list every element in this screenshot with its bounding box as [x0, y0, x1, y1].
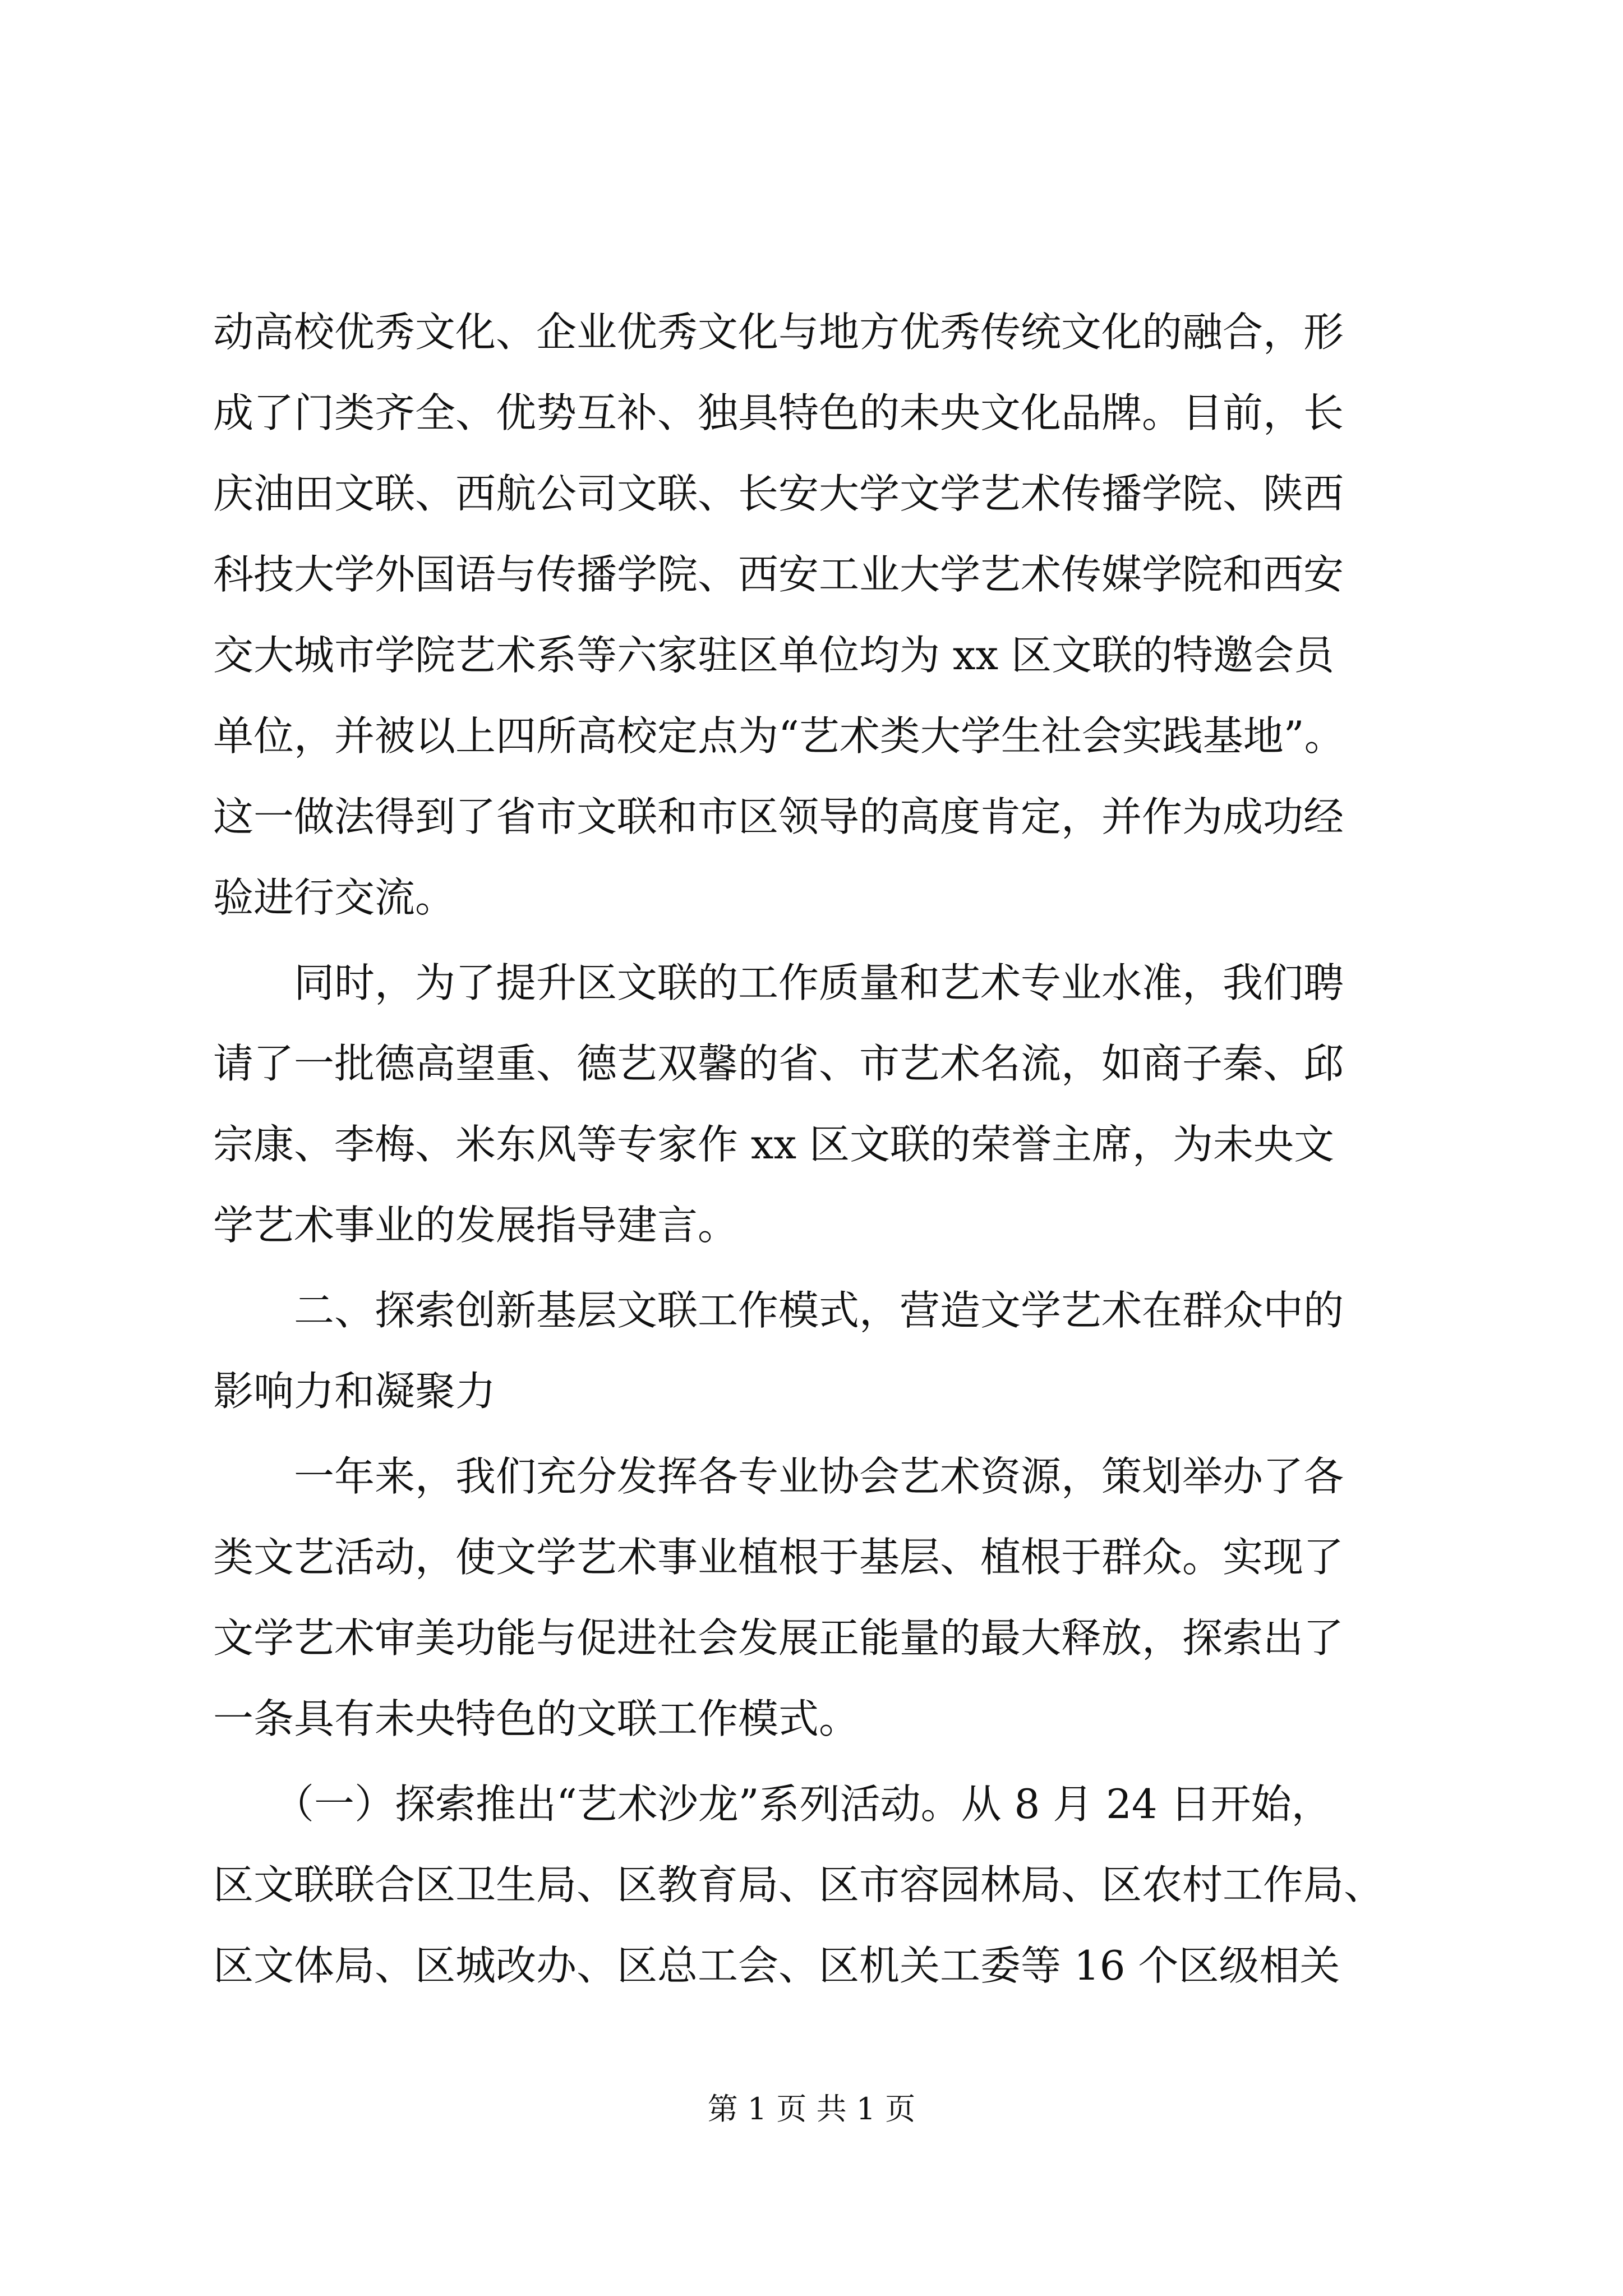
text-line: 学艺术事业的发展指导建言。: [213, 1202, 739, 1249]
text-line: 请了一批德高望重、德艺双馨的省、市艺术名流，如商子秦、邱: [213, 1040, 1344, 1087]
text-line: 验进行交流。: [213, 874, 456, 921]
page-footer: [0, 2087, 1623, 2132]
text-line: 科技大学外国语与传播学院、西安工业大学艺术传媒学院和西安: [213, 551, 1344, 598]
text-line: 一年来，我们充分发挥各专业协会艺术资源，策划举办了各: [213, 1453, 1344, 1500]
text-line: 同时，为了提升区文联的工作质量和艺术专业水准，我们聘: [213, 959, 1344, 1006]
text-line: 文学艺术审美功能与促进社会发展正能量的最大释放，探索出了: [213, 1614, 1344, 1662]
text-line: 成了门类齐全、优势互补、独具特色的未央文化品牌。目前，长: [213, 389, 1344, 436]
document-body: [213, 292, 1436, 2006]
text-line: 类文艺活动，使文学艺术事业植根于基层、植根于群众。实现了: [213, 1534, 1344, 1581]
section-heading-line: 影响力和凝聚力: [213, 1368, 496, 1415]
text-line: 交大城市学院艺术系等六家驻区单位均为 xx 区文联的特邀会员: [213, 632, 1334, 679]
text-line: （一）探索推出“艺术沙龙”系列活动。从 8 月 24 日开始，: [213, 1780, 1332, 1828]
text-line: 区文体局、区城改办、区总工会、区机关工委等 16 个区级相关: [213, 1942, 1340, 1989]
text-line: 单位，并被以上四所高校定点为“艺术类大学生社会实践基地”。: [213, 712, 1345, 760]
text-line: 动高校优秀文化、企业优秀文化与地方优秀传统文化的融合，形: [213, 309, 1344, 356]
page-number: 第 1 页 共 1 页: [707, 2091, 916, 2127]
text-line: 一条具有未央特色的文联工作模式。: [213, 1695, 860, 1742]
text-line: 庆油田文联、西航公司文联、长安大学文学艺术传播学院、陕西: [213, 470, 1344, 517]
text-line: 这一做法得到了省市文联和市区领导的高度肯定，并作为成功经: [213, 793, 1344, 840]
text-line: 宗康、李梅、米东风等专家作 xx 区文联的荣誉主席，为未央文: [213, 1121, 1334, 1168]
text-line: 区文联联合区卫生局、区教育局、区市容园林局、区农村工作局、: [213, 1861, 1385, 1908]
section-heading-line: 二、探索创新基层文联工作模式，营造文学艺术在群众中的: [213, 1287, 1344, 1334]
